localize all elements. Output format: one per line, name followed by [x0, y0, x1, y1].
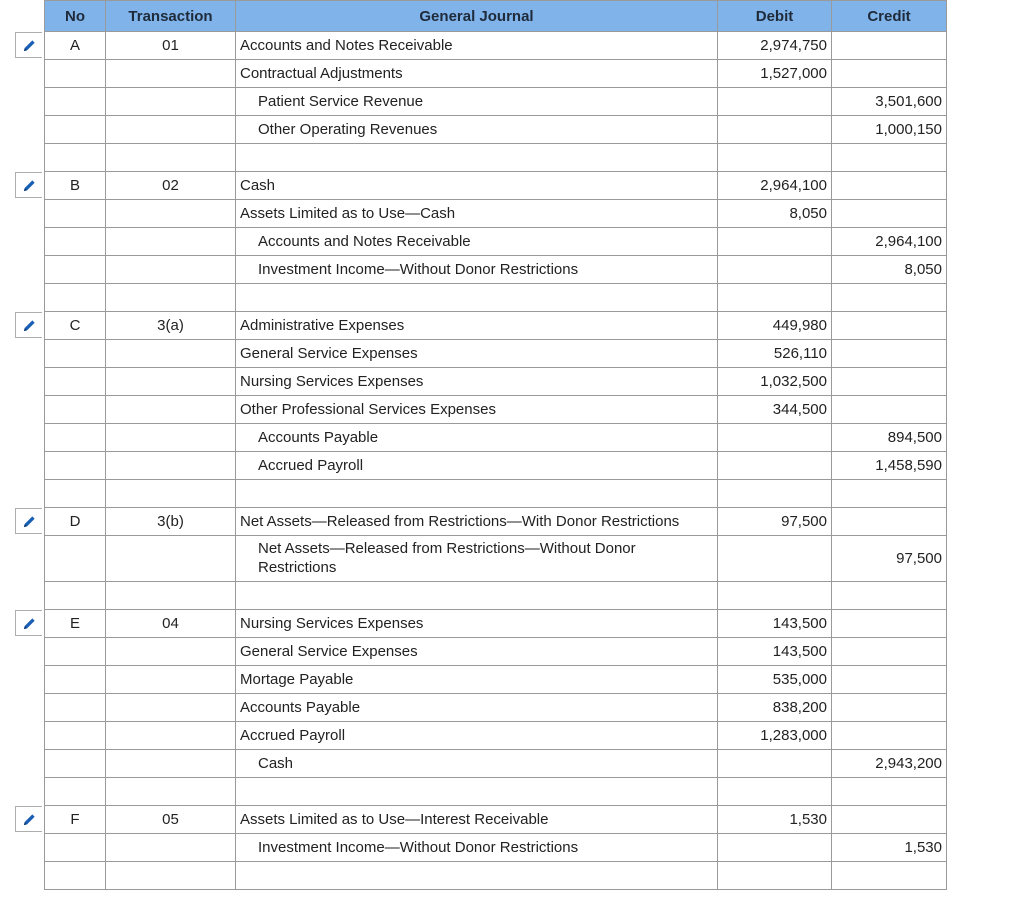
pencil-icon [22, 514, 37, 529]
journal-row [45, 508, 947, 536]
credit-cell[interactable] [832, 722, 947, 750]
credit-cell[interactable]: 2,943,200 [832, 750, 947, 778]
debit-cell[interactable]: 143,500 [718, 638, 832, 666]
entry-no-cell [45, 200, 106, 228]
entry-no-cell [45, 750, 106, 778]
transaction-cell [106, 536, 236, 582]
header-row [45, 1, 947, 32]
transaction-cell [106, 666, 236, 694]
edit-entry-button[interactable] [15, 508, 42, 534]
transaction-cell [106, 722, 236, 750]
journal-row [45, 368, 947, 396]
account-cell[interactable]: General Service Expenses [236, 340, 718, 368]
entry-no-cell: F [45, 806, 106, 834]
journal-row [45, 396, 947, 424]
blank-cell [106, 778, 236, 806]
header-debit: Debit [718, 1, 832, 32]
blank-cell [45, 862, 106, 890]
blank-cell [45, 144, 106, 172]
account-cell[interactable]: Net Assets—Released from Restrictions—With Donor Restrictions [236, 508, 718, 536]
journal-row [45, 340, 947, 368]
credit-cell[interactable]: 894,500 [832, 424, 947, 452]
journal-row [45, 200, 947, 228]
entry-no-cell [45, 368, 106, 396]
account-cell[interactable]: Investment Income—Without Donor Restrictions [236, 834, 718, 862]
debit-cell[interactable]: 449,980 [718, 312, 832, 340]
edit-entry-button[interactable] [15, 806, 42, 832]
account-cell[interactable]: Nursing Services Expenses [236, 610, 718, 638]
transaction-cell [106, 88, 236, 116]
journal-row [45, 638, 947, 666]
entry-no-cell [45, 536, 106, 582]
journal-row [45, 32, 947, 60]
debit-cell[interactable] [718, 228, 832, 256]
credit-cell[interactable]: 2,964,100 [832, 228, 947, 256]
account-cell[interactable]: Nursing Services Expenses [236, 368, 718, 396]
entry-no-cell [45, 396, 106, 424]
journal-row [45, 88, 947, 116]
debit-cell[interactable] [718, 256, 832, 284]
debit-cell[interactable]: 8,050 [718, 200, 832, 228]
header-no: No [45, 1, 106, 32]
credit-cell[interactable] [832, 666, 947, 694]
blank-cell[interactable] [832, 778, 947, 806]
blank-cell [106, 862, 236, 890]
credit-cell[interactable] [832, 172, 947, 200]
account-cell[interactable]: Patient Service Revenue [236, 88, 718, 116]
pencil-icon [22, 178, 37, 193]
credit-cell[interactable]: 97,500 [832, 536, 947, 582]
journal-body [45, 32, 947, 890]
blank-cell [45, 778, 106, 806]
debit-cell[interactable] [718, 116, 832, 144]
blank-row [45, 480, 947, 508]
pencil-icon [22, 812, 37, 827]
blank-cell[interactable] [832, 862, 947, 890]
transaction-cell [106, 694, 236, 722]
transaction-cell [106, 200, 236, 228]
debit-cell[interactable] [718, 452, 832, 480]
debit-cell[interactable]: 344,500 [718, 396, 832, 424]
credit-cell[interactable] [832, 610, 947, 638]
debit-cell[interactable]: 535,000 [718, 666, 832, 694]
account-cell[interactable]: Administrative Expenses [236, 312, 718, 340]
header-credit: Credit [832, 1, 947, 32]
journal-row [45, 536, 947, 582]
credit-cell[interactable] [832, 32, 947, 60]
journal-row [45, 256, 947, 284]
transaction-cell [106, 256, 236, 284]
transaction-cell [106, 340, 236, 368]
transaction-cell: 05 [106, 806, 236, 834]
credit-cell[interactable] [832, 806, 947, 834]
debit-cell[interactable] [718, 834, 832, 862]
blank-cell[interactable] [832, 480, 947, 508]
journal-row [45, 228, 947, 256]
entry-no-cell: B [45, 172, 106, 200]
account-cell[interactable]: Cash [236, 172, 718, 200]
transaction-cell: 3(a) [106, 312, 236, 340]
debit-cell[interactable]: 2,974,750 [718, 32, 832, 60]
transaction-cell [106, 116, 236, 144]
journal-row [45, 172, 947, 200]
account-cell[interactable]: Investment Income—Without Donor Restrictions [236, 256, 718, 284]
transaction-cell [106, 368, 236, 396]
entry-no-cell [45, 228, 106, 256]
blank-cell[interactable] [718, 480, 832, 508]
debit-cell[interactable] [718, 750, 832, 778]
blank-cell[interactable] [718, 582, 832, 610]
edit-entry-button[interactable] [15, 312, 42, 338]
account-cell[interactable]: Other Professional Services Expenses [236, 396, 718, 424]
debit-cell[interactable]: 838,200 [718, 694, 832, 722]
journal-row [45, 666, 947, 694]
blank-cell [45, 480, 106, 508]
account-cell[interactable]: Net Assets—Released from Restrictions—Without Donor Restrictions [236, 536, 718, 582]
entry-no-cell [45, 834, 106, 862]
credit-cell[interactable] [832, 60, 947, 88]
journal-row [45, 834, 947, 862]
debit-cell[interactable]: 2,964,100 [718, 172, 832, 200]
entry-no-cell [45, 116, 106, 144]
journal-row [45, 424, 947, 452]
edit-entry-button[interactable] [15, 610, 42, 636]
blank-cell[interactable] [718, 284, 832, 312]
account-cell[interactable] [236, 480, 718, 508]
entry-no-cell [45, 424, 106, 452]
transaction-cell [106, 834, 236, 862]
credit-cell[interactable]: 1,530 [832, 834, 947, 862]
entry-no-cell [45, 340, 106, 368]
blank-cell[interactable] [718, 862, 832, 890]
credit-cell[interactable] [832, 508, 947, 536]
entry-no-cell [45, 666, 106, 694]
header-general-journal: General Journal [236, 1, 718, 32]
blank-cell[interactable] [832, 144, 947, 172]
credit-cell[interactable] [832, 200, 947, 228]
account-cell[interactable]: Assets Limited as to Use—Interest Receivable [236, 806, 718, 834]
entry-no-cell: E [45, 610, 106, 638]
debit-cell[interactable]: 526,110 [718, 340, 832, 368]
blank-cell[interactable] [832, 582, 947, 610]
account-cell[interactable]: Accounts and Notes Receivable [236, 32, 718, 60]
blank-cell [106, 144, 236, 172]
credit-cell[interactable] [832, 368, 947, 396]
transaction-cell [106, 228, 236, 256]
blank-cell [106, 480, 236, 508]
credit-cell[interactable] [832, 396, 947, 424]
account-cell[interactable] [236, 582, 718, 610]
pencil-icon [22, 616, 37, 631]
journal-row [45, 452, 947, 480]
blank-row [45, 862, 947, 890]
pencil-icon [22, 318, 37, 333]
entry-no-cell: D [45, 508, 106, 536]
credit-cell[interactable]: 1,458,590 [832, 452, 947, 480]
edit-button-column [0, 0, 44, 901]
account-cell[interactable]: Accounts and Notes Receivable [236, 228, 718, 256]
entry-no-cell [45, 256, 106, 284]
debit-cell[interactable]: 1,530 [718, 806, 832, 834]
credit-cell[interactable] [832, 638, 947, 666]
blank-row [45, 778, 947, 806]
credit-cell[interactable]: 3,501,600 [832, 88, 947, 116]
account-cell[interactable] [236, 284, 718, 312]
transaction-cell: 01 [106, 32, 236, 60]
account-cell[interactable]: Assets Limited as to Use—Cash [236, 200, 718, 228]
blank-cell [106, 284, 236, 312]
blank-cell [45, 582, 106, 610]
transaction-cell [106, 60, 236, 88]
account-cell[interactable]: General Service Expenses [236, 638, 718, 666]
transaction-cell [106, 396, 236, 424]
transaction-cell [106, 452, 236, 480]
debit-cell[interactable] [718, 424, 832, 452]
header-transaction: Transaction [106, 1, 236, 32]
account-cell[interactable]: Accounts Payable [236, 424, 718, 452]
entry-no-cell [45, 694, 106, 722]
account-cell[interactable] [236, 862, 718, 890]
blank-cell[interactable] [718, 144, 832, 172]
account-cell[interactable]: Contractual Adjustments [236, 60, 718, 88]
entry-no-cell [45, 60, 106, 88]
blank-cell [106, 582, 236, 610]
blank-row [45, 582, 947, 610]
entry-no-cell [45, 88, 106, 116]
credit-cell[interactable] [832, 312, 947, 340]
debit-cell[interactable]: 1,527,000 [718, 60, 832, 88]
credit-cell[interactable] [832, 340, 947, 368]
transaction-cell [106, 638, 236, 666]
account-cell[interactable]: Mortage Payable [236, 666, 718, 694]
transaction-cell: 3(b) [106, 508, 236, 536]
entry-no-cell [45, 452, 106, 480]
journal-row [45, 694, 947, 722]
blank-row [45, 284, 947, 312]
debit-cell[interactable]: 1,032,500 [718, 368, 832, 396]
account-cell[interactable]: Other Operating Revenues [236, 116, 718, 144]
transaction-cell [106, 424, 236, 452]
account-cell[interactable]: Accounts Payable [236, 694, 718, 722]
journal-row [45, 116, 947, 144]
credit-cell[interactable]: 8,050 [832, 256, 947, 284]
journal-row [45, 806, 947, 834]
journal-row [45, 722, 947, 750]
entry-no-cell [45, 638, 106, 666]
account-cell[interactable]: Accrued Payroll [236, 722, 718, 750]
account-cell[interactable]: Accrued Payroll [236, 452, 718, 480]
entry-no-cell: A [45, 32, 106, 60]
journal-row [45, 750, 947, 778]
entry-no-cell: C [45, 312, 106, 340]
debit-cell[interactable]: 143,500 [718, 610, 832, 638]
credit-cell[interactable] [832, 694, 947, 722]
debit-cell[interactable] [718, 88, 832, 116]
account-cell[interactable]: Cash [236, 750, 718, 778]
transaction-cell: 04 [106, 610, 236, 638]
journal-row [45, 610, 947, 638]
blank-row [45, 144, 947, 172]
general-journal-table [44, 0, 947, 890]
account-cell[interactable] [236, 778, 718, 806]
transaction-cell: 02 [106, 172, 236, 200]
debit-cell[interactable]: 97,500 [718, 508, 832, 536]
blank-cell[interactable] [718, 778, 832, 806]
debit-cell[interactable]: 1,283,000 [718, 722, 832, 750]
credit-cell[interactable]: 1,000,150 [832, 116, 947, 144]
journal-row [45, 60, 947, 88]
blank-cell [45, 284, 106, 312]
edit-entry-button[interactable] [15, 32, 42, 58]
edit-entry-button[interactable] [15, 172, 42, 198]
pencil-icon [22, 38, 37, 53]
blank-cell[interactable] [832, 284, 947, 312]
transaction-cell [106, 750, 236, 778]
account-cell[interactable] [236, 144, 718, 172]
entry-no-cell [45, 722, 106, 750]
debit-cell[interactable] [718, 536, 832, 582]
journal-row [45, 312, 947, 340]
